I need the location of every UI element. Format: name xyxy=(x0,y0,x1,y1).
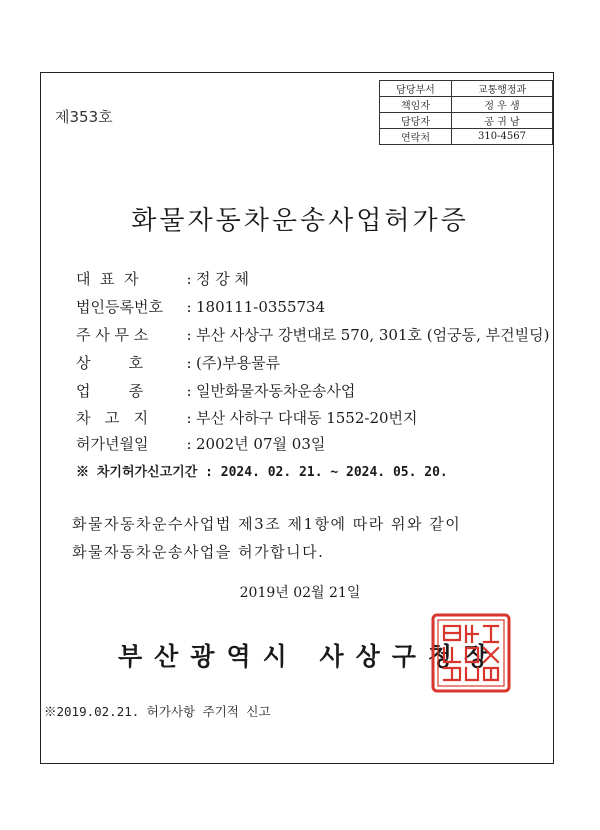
table-row xyxy=(380,97,553,113)
contact-key: 연락처 xyxy=(380,129,452,145)
field-label: 법인등록번호 xyxy=(76,298,163,316)
contact-value: 정 우 생 xyxy=(452,97,553,113)
field-garage-location: 차 고 지 : 부산 사하구 다대동 1552-20번지 xyxy=(76,409,418,427)
field-value: 일반화물자동차운송사업 xyxy=(196,382,356,400)
contact-value: 교통행정과 xyxy=(452,81,553,97)
field-main-office: 주 사 무 소 : 부산 사상구 강변대로 570, 301호 (엄궁동, 부건빌딩) xyxy=(76,326,550,344)
contact-table xyxy=(379,80,553,145)
field-label: 허가년월일 xyxy=(76,435,149,453)
renewal-notice: ※ 차기허가신고기간 : 2024. 02. 21. ~ 2024. 05. 20. xyxy=(76,465,448,480)
body-line-2: 화물자동차운송사업을 허가합니다. xyxy=(72,543,325,561)
field-label: 주 사 무 소 xyxy=(76,326,149,344)
document-number: 제353호 xyxy=(55,108,113,126)
contact-key: 담당자 xyxy=(380,113,452,129)
field-value: 부산 사상구 강변대로 570, 301호 (엄궁동, 부건빌딩) xyxy=(196,326,550,344)
field-corp-reg-number: 법인등록번호 : 180111-0355734 xyxy=(76,298,326,316)
field-label: 상 호 xyxy=(76,354,144,372)
field-label: 차 고 지 xyxy=(76,409,149,427)
issue-date: 2019년 02월 21일 xyxy=(239,585,361,601)
field-value: 2002년 07월 03일 xyxy=(196,435,326,453)
contact-value: 공 귀 남 xyxy=(452,113,553,129)
body-line-1: 화물자동차운수사업법 제3조 제1항에 따라 위와 같이 xyxy=(72,515,462,533)
field-value: 정 강 체 xyxy=(196,270,250,288)
field-company-name: 상 호 : (주)부용물류 xyxy=(76,354,281,372)
field-label: 업 종 xyxy=(76,382,144,400)
footnote: ※2019.02.21. 허가사항 주기적 신고 xyxy=(44,704,271,719)
field-label: 대 표 자 xyxy=(76,270,139,288)
field-value: (주)부용물류 xyxy=(196,354,281,372)
table-row xyxy=(380,129,553,145)
certificate-title: 화물자동차운송사업허가증 xyxy=(131,206,469,236)
issuer-name: 부산광역시 사상구청장 xyxy=(118,642,501,671)
field-permit-date: 허가년월일 : 2002년 07월 03일 xyxy=(76,435,326,453)
field-value: 180111-0355734 xyxy=(196,298,326,316)
field-value: 부산 사하구 다대동 1552-20번지 xyxy=(196,409,418,427)
official-seal-icon xyxy=(430,612,512,694)
field-business-type: 업 종 : 일반화물자동차운송사업 xyxy=(76,382,356,400)
contact-key: 책임자 xyxy=(380,97,452,113)
field-representative: 대 표 자 : 정 강 체 xyxy=(76,270,250,288)
contact-value: 310-4567 xyxy=(452,129,553,145)
table-row xyxy=(380,113,553,129)
contact-key: 담당부서 xyxy=(380,81,452,97)
table-row xyxy=(380,81,553,97)
